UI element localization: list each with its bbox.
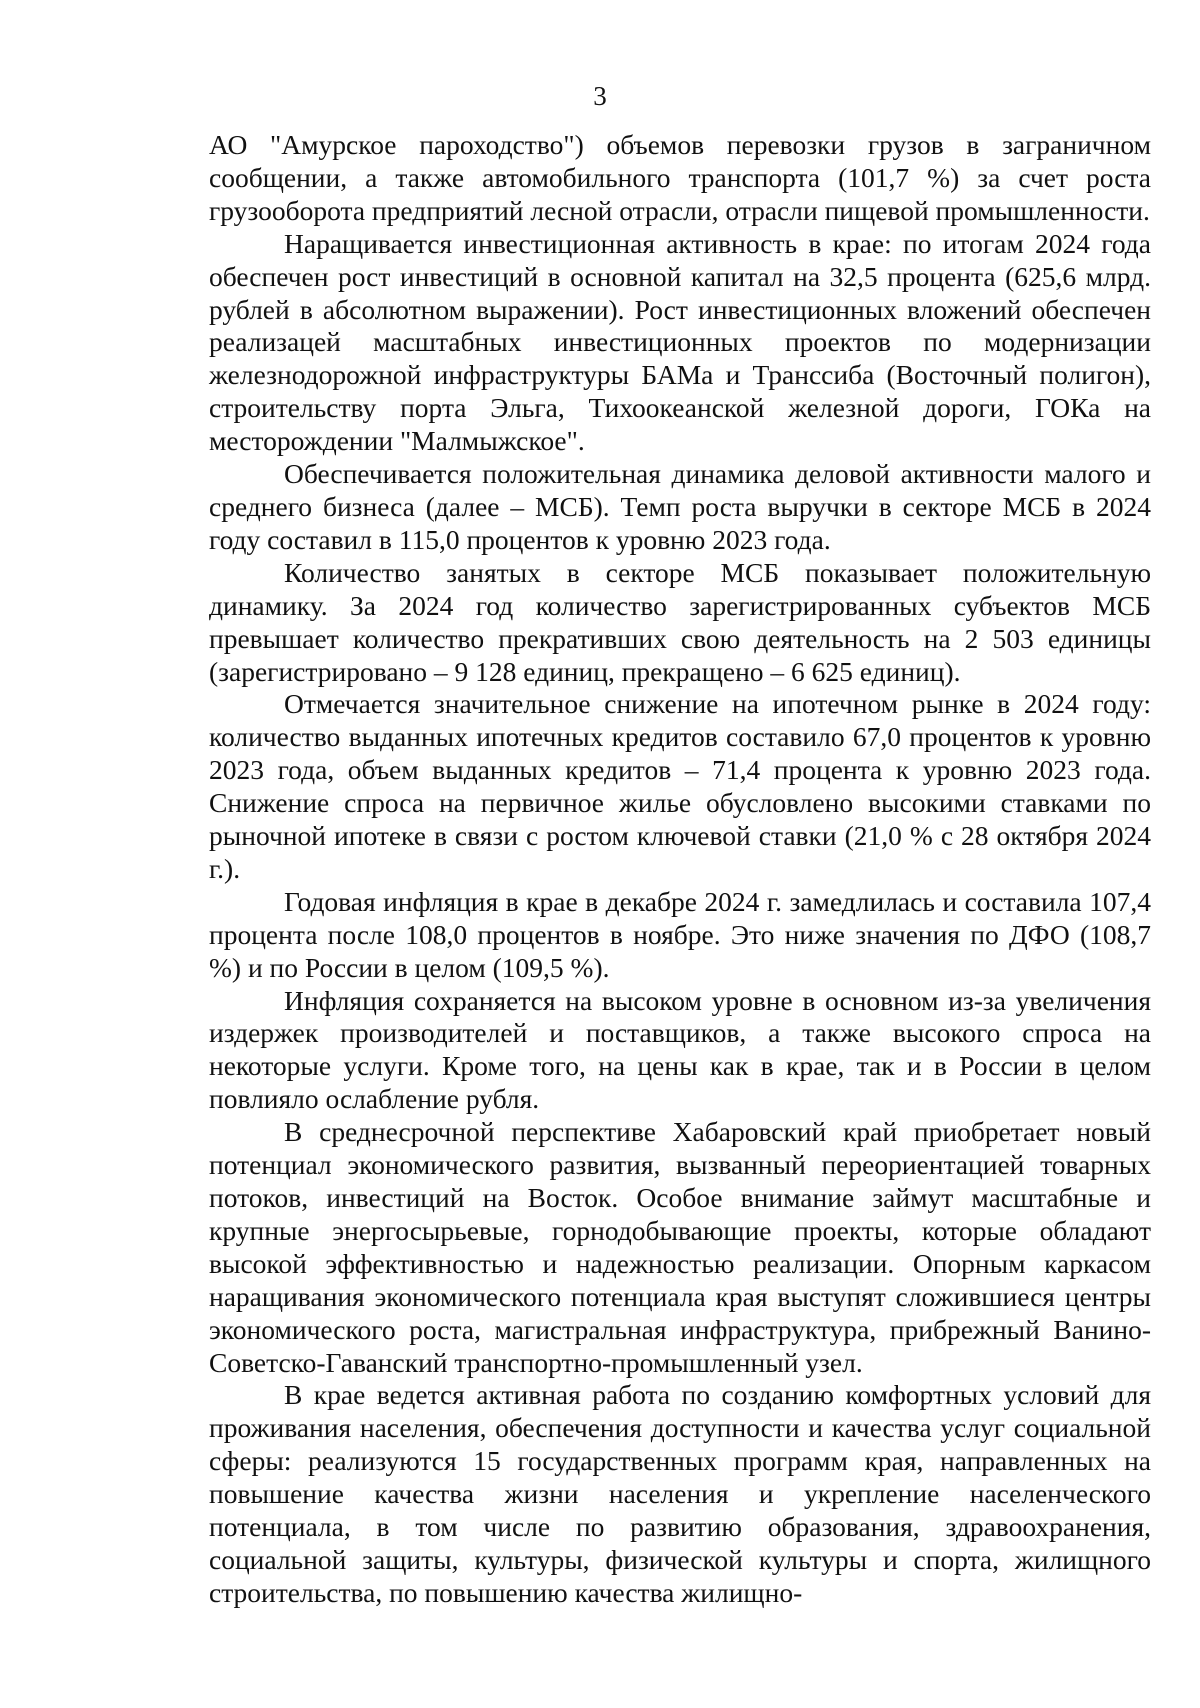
paragraph-medium-term-outlook: В среднесрочной перспективе Хабаровский край приобретает новый потенциал экономического развития, вызванный переориентацией товарных потоков, инвестиций на Восток. Особое внимание займут масштабные и крупные энергосырьевые, горнодобывающие проекты, которые обладают высокой эффективностью и надежностью реализации. Опорным каркасом наращивания экономического потенциала края выступят сложившиеся центры экономического роста, магистральная инфраструктура, прибрежный Ванино-Советско-Гаванский транспортно-промышленный узел.: [209, 1116, 1151, 1378]
paragraph-continuation: АО "Амурское пароходство") объемов перевозки грузов в заграничном сообщении, а также автомобильного транспорта (101,7 %) за счет роста грузооборота предприятий лесной отрасли, отрасли пищевой промышленности.: [209, 129, 1151, 226]
paragraph-investment-activity: Наращивается инвестиционная активность в крае: по итогам 2024 года обеспечен рост инвестиций в основной капитал на 32,5 процента (625,6 млрд. рублей в абсолютном выражении). Рост инвестиционных вложений обеспечен реализацей масштабных инвестиционных проектов по модернизации железнодорожной инфраструктуры БАМа и Транссиба (Восточный полигон), строительству порта Эльга, Тихоокеанской железной дороги, ГОКа на месторождении "Малмыжское".: [209, 227, 1151, 457]
paragraph-mortgage-market: Отмечается значительное снижение на ипотечном рынке в 2024 году: количество выданных ипотечных кредитов составило 67,0 процентов к уровню 2023 года, объем выданных кредитов – 71,4 процента к уровню 2023 года. Снижение спроса на первичное жилье обусловлено высокими ставками по рыночной ипотеке в связи с ростом ключевой ставки (21,0 % с 28 октября 2024 г.).: [209, 688, 1151, 884]
paragraph-business-activity: Обеспечивается положительная динамика деловой активности малого и среднего бизнеса (далее – МСБ). Темп роста выручки в секторе МСБ в 2024 году составил в 115,0 процентов к уровню 2023 года.: [209, 458, 1151, 555]
paragraph-sme-employment: Количество занятых в секторе МСБ показывает положительную динамику. За 2024 год количество зарегистрированных субъектов МСБ превышает количество прекративших свою деятельность на 2 503 единицы (зарегистрировано – 9 128 единиц, прекращено – 6 625 единиц).: [209, 556, 1151, 687]
paragraph-annual-inflation: Годовая инфляция в крае в декабре 2024 г. замедлилась и составила 107,4 процента после 108,0 процентов в ноябре. Это ниже значения по ДФО (108,7 %) и по России в целом (109,5 %).: [209, 885, 1151, 983]
document-body: [209, 129, 1151, 1610]
page-number: 3: [593, 81, 607, 111]
paragraph-inflation-factors: Инфляция сохраняется на высоком уровне в основном из-за увеличения издержек производителей и поставщиков, а также высокого спроса на некоторые услуги. Кроме того, на цены как в крае, так и в России в целом повлияло ослабление рубля.: [209, 984, 1151, 1115]
paragraph-social-programs: В крае ведется активная работа по созданию комфортных условий для проживания населения, обеспечения доступности и качества услуг социальной сферы: реализуются 15 государственных программ края, направленных на повышение качества жизни населения и укрепление населенческого потенциала, в том числе по развитию образования, здравоохранения, социальной защиты, культуры, физической культуры и спорта, жилищного строительства, по повышению качества жилищно-: [209, 1379, 1151, 1608]
